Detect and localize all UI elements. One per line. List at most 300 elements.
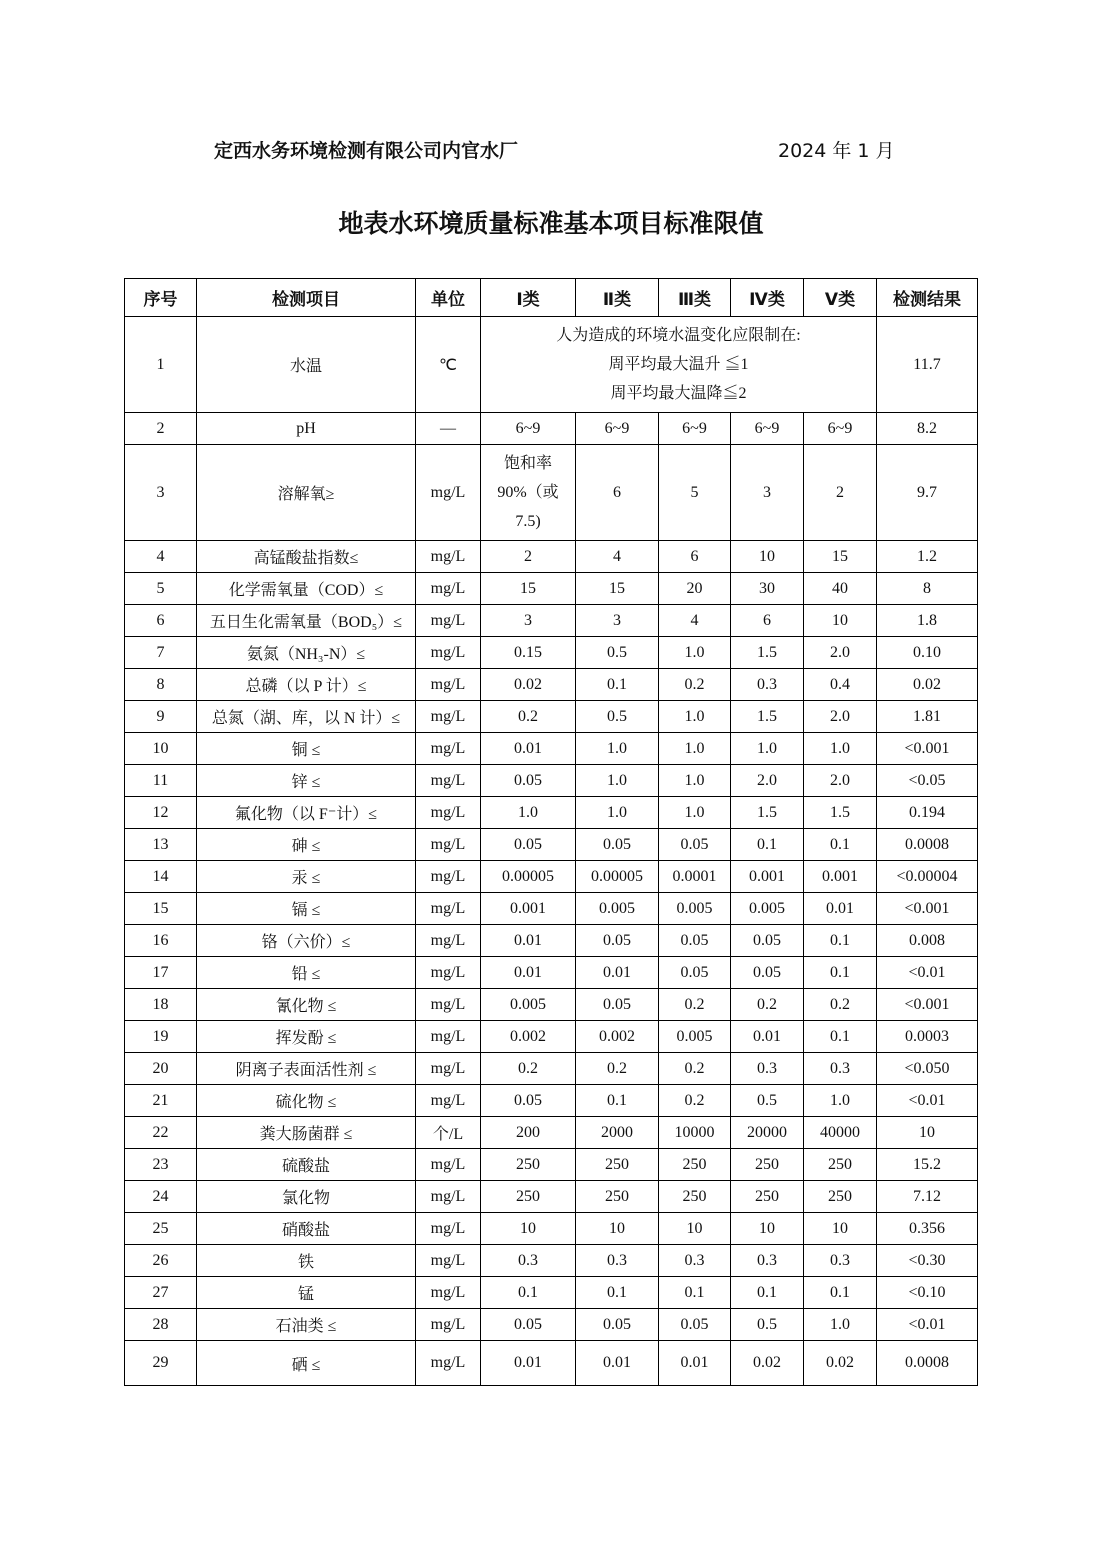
- cell-class-4: 1.0: [731, 733, 804, 765]
- cell-class-2: 250: [576, 1181, 659, 1213]
- cell-class-1: 3: [481, 605, 576, 637]
- table-row: [125, 893, 978, 925]
- cell-no: 29: [125, 1341, 197, 1386]
- cell-class-3: 6~9: [659, 413, 731, 445]
- cell-unit: mg/L: [416, 605, 481, 637]
- cell-no: 1: [125, 317, 197, 413]
- cell-item: 氨氮（NH₃-N）≤: [197, 637, 416, 669]
- cell-class-2: 3: [576, 605, 659, 637]
- cell-result: <0.01: [877, 1309, 978, 1341]
- cell-result: 0.0008: [877, 829, 978, 861]
- cell-class-3: 0.3: [659, 1245, 731, 1277]
- cell-class-4: 0.1: [731, 1277, 804, 1309]
- cell-no: 7: [125, 637, 197, 669]
- cell-item: 硝酸盐: [197, 1213, 416, 1245]
- col-header-class-1: Ⅰ类: [481, 279, 576, 317]
- cell-unit: mg/L: [416, 989, 481, 1021]
- cell-class-4: 0.05: [731, 957, 804, 989]
- cell-no: 27: [125, 1277, 197, 1309]
- cell-result: 11.7: [877, 317, 978, 413]
- cell-item: 铜 ≤: [197, 733, 416, 765]
- cell-item: 锰: [197, 1277, 416, 1309]
- table-row: [125, 445, 978, 541]
- standard-line: 饱和率: [503, 455, 552, 472]
- table-row: [125, 1149, 978, 1181]
- cell-class-1: 0.01: [481, 733, 576, 765]
- cell-class-5: 2.0: [804, 637, 877, 669]
- cell-item: 五日生化需氧量（BOD₅）≤: [197, 605, 416, 637]
- cell-result: 0.008: [877, 925, 978, 957]
- cell-class-1: 0.01: [481, 957, 576, 989]
- cell-class-2: 1.0: [576, 797, 659, 829]
- cell-class-3: 1.0: [659, 733, 731, 765]
- cell-no: 6: [125, 605, 197, 637]
- cell-unit: mg/L: [416, 1053, 481, 1085]
- document-title: 地表水环境质量标准基本项目标准限值: [338, 209, 764, 238]
- cell-class-4: 0.3: [731, 1053, 804, 1085]
- cell-class-3: 250: [659, 1149, 731, 1181]
- standard-line: 90%（或: [497, 484, 559, 501]
- standards-table: [124, 278, 978, 1386]
- cell-class-4: 30: [731, 573, 804, 605]
- cell-class-5: 0.3: [804, 1245, 877, 1277]
- cell-class-1: 0.2: [481, 701, 576, 733]
- organization-name: 定西水务环境检测有限公司内官水厂: [214, 140, 519, 162]
- table-row: [125, 1245, 978, 1277]
- cell-class-1: 0.005: [481, 989, 576, 1021]
- cell-class-3: 0.2: [659, 1085, 731, 1117]
- cell-result: 10: [877, 1117, 978, 1149]
- cell-class-5: 2: [804, 445, 877, 541]
- cell-class-3: 20: [659, 573, 731, 605]
- cell-class-4: 0.1: [731, 829, 804, 861]
- cell-class-4: 3: [731, 445, 804, 541]
- cell-unit: mg/L: [416, 445, 481, 541]
- cell-class-4: 0.2: [731, 989, 804, 1021]
- cell-class-4: 250: [731, 1149, 804, 1181]
- cell-class-3: 0.2: [659, 669, 731, 701]
- cell-unit: mg/L: [416, 669, 481, 701]
- standard-line: 周平均最大温升 ≦1: [608, 356, 749, 373]
- cell-class-4: 6~9: [731, 413, 804, 445]
- cell-class-2: 0.1: [576, 669, 659, 701]
- cell-result: 0.02: [877, 669, 978, 701]
- cell-result: 0.10: [877, 637, 978, 669]
- table-row: [125, 1341, 978, 1386]
- cell-class-1: 0.001: [481, 893, 576, 925]
- cell-class-2: 4: [576, 541, 659, 573]
- cell-unit: —: [416, 413, 481, 445]
- col-header-result: 检测结果: [877, 279, 978, 317]
- cell-class-3: 250: [659, 1181, 731, 1213]
- cell-class-5: 0.1: [804, 925, 877, 957]
- cell-unit: mg/L: [416, 1149, 481, 1181]
- cell-unit: mg/L: [416, 1085, 481, 1117]
- cell-no: 17: [125, 957, 197, 989]
- cell-result: 1.2: [877, 541, 978, 573]
- cell-class-4: 0.05: [731, 925, 804, 957]
- cell-no: 12: [125, 797, 197, 829]
- cell-item: 砷 ≤: [197, 829, 416, 861]
- cell-class-3: 0.05: [659, 829, 731, 861]
- cell-unit: mg/L: [416, 1309, 481, 1341]
- cell-class-2: 0.01: [576, 1341, 659, 1386]
- cell-class-3: 6: [659, 541, 731, 573]
- table-row: [125, 1053, 978, 1085]
- cell-class-1: 2: [481, 541, 576, 573]
- cell-class-1: 200: [481, 1117, 576, 1149]
- table-row: [125, 989, 978, 1021]
- cell-result: <0.01: [877, 1085, 978, 1117]
- cell-result: <0.050: [877, 1053, 978, 1085]
- table-row: [125, 1213, 978, 1245]
- cell-no: 19: [125, 1021, 197, 1053]
- cell-result: 15.2: [877, 1149, 978, 1181]
- cell-result: 1.81: [877, 701, 978, 733]
- cell-class-4: 10: [731, 1213, 804, 1245]
- cell-item: 挥发酚 ≤: [197, 1021, 416, 1053]
- cell-class-5: 1.0: [804, 733, 877, 765]
- cell-class-2: 0.5: [576, 701, 659, 733]
- cell-class-1: 0.00005: [481, 861, 576, 893]
- cell-class-3: 0.2: [659, 1053, 731, 1085]
- table-row: [125, 957, 978, 989]
- cell-class-5: 2.0: [804, 701, 877, 733]
- cell-class-5: 0.1: [804, 829, 877, 861]
- table-row: [125, 1021, 978, 1053]
- cell-class-1: 0.15: [481, 637, 576, 669]
- cell-no: 25: [125, 1213, 197, 1245]
- cell-result: 1.8: [877, 605, 978, 637]
- cell-result: <0.001: [877, 893, 978, 925]
- cell-class-3: 0.05: [659, 957, 731, 989]
- table-row: [125, 765, 978, 797]
- cell-temperature-standard: [481, 317, 877, 413]
- cell-class-4: 2.0: [731, 765, 804, 797]
- cell-class-1: 0.002: [481, 1021, 576, 1053]
- table-row: [125, 637, 978, 669]
- col-header-unit: 单位: [416, 279, 481, 317]
- cell-item: 锌 ≤: [197, 765, 416, 797]
- cell-class-2: 0.05: [576, 925, 659, 957]
- cell-unit: mg/L: [416, 1021, 481, 1053]
- cell-class-3: 0.2: [659, 989, 731, 1021]
- cell-item: 镉 ≤: [197, 893, 416, 925]
- cell-class-1: 0.05: [481, 765, 576, 797]
- cell-class-2: 0.05: [576, 829, 659, 861]
- table-row: [125, 1117, 978, 1149]
- cell-class-3: 0.01: [659, 1341, 731, 1386]
- cell-class-5: 15: [804, 541, 877, 573]
- cell-class-4: 0.3: [731, 669, 804, 701]
- cell-no: 22: [125, 1117, 197, 1149]
- cell-class-2: 0.1: [576, 1085, 659, 1117]
- col-header-class-5: Ⅴ类: [804, 279, 877, 317]
- cell-class-5: 40000: [804, 1117, 877, 1149]
- cell-unit: mg/L: [416, 1245, 481, 1277]
- cell-class-2: 250: [576, 1149, 659, 1181]
- cell-no: 24: [125, 1181, 197, 1213]
- cell-unit: mg/L: [416, 957, 481, 989]
- cell-class-1: 0.2: [481, 1053, 576, 1085]
- cell-class-5: 40: [804, 573, 877, 605]
- cell-class-3: 10: [659, 1213, 731, 1245]
- cell-item: 阴离子表面活性剂 ≤: [197, 1053, 416, 1085]
- standard-line: 7.5): [515, 513, 541, 530]
- cell-class-1: 250: [481, 1181, 576, 1213]
- cell-class-1: 0.05: [481, 1309, 576, 1341]
- cell-no: 4: [125, 541, 197, 573]
- cell-result: 0.0003: [877, 1021, 978, 1053]
- cell-unit: ℃: [416, 317, 481, 413]
- cell-class-2: 0.05: [576, 989, 659, 1021]
- cell-no: 18: [125, 989, 197, 1021]
- cell-result: <0.30: [877, 1245, 978, 1277]
- cell-class-5: 0.4: [804, 669, 877, 701]
- cell-class-3: 1.0: [659, 765, 731, 797]
- cell-class-5: 0.01: [804, 893, 877, 925]
- table-row: [125, 541, 978, 573]
- cell-class-4: 1.5: [731, 701, 804, 733]
- cell-no: 9: [125, 701, 197, 733]
- cell-no: 11: [125, 765, 197, 797]
- cell-class-5: 250: [804, 1149, 877, 1181]
- cell-no: 8: [125, 669, 197, 701]
- table-header-row: [125, 279, 978, 317]
- cell-item: 硫化物 ≤: [197, 1085, 416, 1117]
- table-row: [125, 797, 978, 829]
- cell-unit: mg/L: [416, 893, 481, 925]
- cell-class-3: 4: [659, 605, 731, 637]
- cell-item: 铬（六价）≤: [197, 925, 416, 957]
- cell-class-3: 5: [659, 445, 731, 541]
- table-row: [125, 1309, 978, 1341]
- cell-class-2: 6: [576, 445, 659, 541]
- cell-class-4: 0.01: [731, 1021, 804, 1053]
- cell-class-2: 2000: [576, 1117, 659, 1149]
- cell-class-2: 0.01: [576, 957, 659, 989]
- cell-item: 铁: [197, 1245, 416, 1277]
- cell-no: 28: [125, 1309, 197, 1341]
- cell-result: <0.01: [877, 957, 978, 989]
- cell-no: 21: [125, 1085, 197, 1117]
- table-row: [125, 317, 978, 413]
- cell-no: 5: [125, 573, 197, 605]
- cell-item: 高锰酸盐指数≤: [197, 541, 416, 573]
- standard-line: 周平均最大温降≦2: [610, 385, 747, 402]
- cell-item: pH: [197, 413, 416, 445]
- cell-item: 总氮（湖、库，以 N 计）≤: [197, 701, 416, 733]
- cell-class-1: 15: [481, 573, 576, 605]
- cell-no: 10: [125, 733, 197, 765]
- cell-item: 铅 ≤: [197, 957, 416, 989]
- cell-result: <0.00004: [877, 861, 978, 893]
- cell-unit: mg/L: [416, 797, 481, 829]
- cell-class-5: 0.1: [804, 957, 877, 989]
- cell-class-5: 0.3: [804, 1053, 877, 1085]
- table-row: [125, 701, 978, 733]
- cell-class-4: 0.001: [731, 861, 804, 893]
- cell-class-4: 0.005: [731, 893, 804, 925]
- cell-no: 3: [125, 445, 197, 541]
- cell-item: 氟化物（以 F⁻计）≤: [197, 797, 416, 829]
- col-header-class-2: Ⅱ类: [576, 279, 659, 317]
- cell-unit: mg/L: [416, 573, 481, 605]
- cell-unit: mg/L: [416, 637, 481, 669]
- cell-class-5: 0.1: [804, 1277, 877, 1309]
- cell-unit: mg/L: [416, 1213, 481, 1245]
- cell-class-2: 0.005: [576, 893, 659, 925]
- cell-class-1: 0.01: [481, 925, 576, 957]
- cell-result: <0.05: [877, 765, 978, 797]
- cell-class-1: 1.0: [481, 797, 576, 829]
- cell-item: 硫酸盐: [197, 1149, 416, 1181]
- cell-class-3: 0.05: [659, 925, 731, 957]
- cell-item: 粪大肠菌群 ≤: [197, 1117, 416, 1149]
- table-row: [125, 573, 978, 605]
- cell-item: 硒 ≤: [197, 1341, 416, 1386]
- cell-class-3: 0.005: [659, 1021, 731, 1053]
- cell-no: 14: [125, 861, 197, 893]
- cell-class-1: 6~9: [481, 413, 576, 445]
- cell-class-2: 15: [576, 573, 659, 605]
- cell-class-1: 0.01: [481, 1341, 576, 1386]
- cell-class-3: 1.0: [659, 797, 731, 829]
- cell-class-1: 250: [481, 1149, 576, 1181]
- cell-class-2: 0.002: [576, 1021, 659, 1053]
- table-row: [125, 669, 978, 701]
- cell-result: <0.10: [877, 1277, 978, 1309]
- cell-item: 汞 ≤: [197, 861, 416, 893]
- cell-item: 氯化物: [197, 1181, 416, 1213]
- cell-class-1: 0.1: [481, 1277, 576, 1309]
- cell-class-3: 0.05: [659, 1309, 731, 1341]
- cell-class-5: 6~9: [804, 413, 877, 445]
- cell-class-4: 20000: [731, 1117, 804, 1149]
- table-row: [125, 829, 978, 861]
- cell-unit: mg/L: [416, 829, 481, 861]
- cell-class-1: 0.3: [481, 1245, 576, 1277]
- col-header-class-3: Ⅲ类: [659, 279, 731, 317]
- cell-result: 7.12: [877, 1181, 978, 1213]
- cell-item: 化学需氧量（COD）≤: [197, 573, 416, 605]
- cell-class-5: 0.2: [804, 989, 877, 1021]
- cell-no: 13: [125, 829, 197, 861]
- cell-class-4: 10: [731, 541, 804, 573]
- cell-class-5: 0.1: [804, 1021, 877, 1053]
- cell-no: 2: [125, 413, 197, 445]
- cell-class-2: 1.0: [576, 733, 659, 765]
- table-row: [125, 1085, 978, 1117]
- cell-class-2: 0.05: [576, 1309, 659, 1341]
- cell-result: 8: [877, 573, 978, 605]
- cell-result: <0.001: [877, 733, 978, 765]
- cell-unit: mg/L: [416, 733, 481, 765]
- cell-class-3: 1.0: [659, 701, 731, 733]
- cell-unit: mg/L: [416, 1181, 481, 1213]
- cell-class-5: 10: [804, 1213, 877, 1245]
- cell-result: 8.2: [877, 413, 978, 445]
- cell-class-2: 10: [576, 1213, 659, 1245]
- cell-item: 石油类 ≤: [197, 1309, 416, 1341]
- cell-unit: 个/L: [416, 1117, 481, 1149]
- report-date: 2024 年 1 月: [778, 140, 895, 162]
- col-header-item: 检测项目: [197, 279, 416, 317]
- cell-class-1: 0.05: [481, 1085, 576, 1117]
- cell-class-5: 250: [804, 1181, 877, 1213]
- cell-unit: mg/L: [416, 1277, 481, 1309]
- cell-class-2: 0.3: [576, 1245, 659, 1277]
- cell-unit: mg/L: [416, 861, 481, 893]
- cell-result: 0.194: [877, 797, 978, 829]
- cell-class-3: 0.1: [659, 1277, 731, 1309]
- cell-class-1: 0.02: [481, 669, 576, 701]
- cell-class-2: 0.00005: [576, 861, 659, 893]
- cell-unit: mg/L: [416, 701, 481, 733]
- table-row: [125, 413, 978, 445]
- table-row: [125, 861, 978, 893]
- cell-class-4: 6: [731, 605, 804, 637]
- table-row: [125, 1181, 978, 1213]
- cell-no: 23: [125, 1149, 197, 1181]
- cell-class-4: 0.02: [731, 1341, 804, 1386]
- cell-no: 15: [125, 893, 197, 925]
- cell-class-5: 1.0: [804, 1085, 877, 1117]
- cell-class-3: 0.0001: [659, 861, 731, 893]
- cell-item: 氰化物 ≤: [197, 989, 416, 1021]
- cell-unit: mg/L: [416, 541, 481, 573]
- cell-class-2: 0.1: [576, 1277, 659, 1309]
- cell-result: <0.001: [877, 989, 978, 1021]
- cell-class-5: 0.02: [804, 1341, 877, 1386]
- cell-class-2: 6~9: [576, 413, 659, 445]
- cell-class-4: 0.5: [731, 1309, 804, 1341]
- cell-class-4: 1.5: [731, 637, 804, 669]
- cell-class-4: 250: [731, 1181, 804, 1213]
- table-row: [125, 733, 978, 765]
- cell-item: 溶解氧≥: [197, 445, 416, 541]
- cell-unit: mg/L: [416, 1341, 481, 1386]
- table-row: [125, 605, 978, 637]
- cell-item: 水温: [197, 317, 416, 413]
- cell-class-1: 10: [481, 1213, 576, 1245]
- cell-no: 16: [125, 925, 197, 957]
- cell-item: 总磷（以 P 计）≤: [197, 669, 416, 701]
- cell-class-5: 1.0: [804, 1309, 877, 1341]
- cell-class-2: 1.0: [576, 765, 659, 797]
- table-row: [125, 925, 978, 957]
- cell-result: 0.356: [877, 1213, 978, 1245]
- cell-class-1: [481, 445, 576, 541]
- cell-result: 9.7: [877, 445, 978, 541]
- cell-class-5: 2.0: [804, 765, 877, 797]
- cell-no: 20: [125, 1053, 197, 1085]
- cell-class-2: 0.2: [576, 1053, 659, 1085]
- standard-line: 人为造成的环境水温变化应限制在:: [556, 327, 801, 344]
- cell-class-5: 1.5: [804, 797, 877, 829]
- cell-class-3: 1.0: [659, 637, 731, 669]
- cell-unit: mg/L: [416, 925, 481, 957]
- cell-unit: mg/L: [416, 765, 481, 797]
- cell-class-4: 1.5: [731, 797, 804, 829]
- cell-class-4: 0.3: [731, 1245, 804, 1277]
- col-header-class-4: Ⅳ类: [731, 279, 804, 317]
- cell-class-5: 0.001: [804, 861, 877, 893]
- cell-result: 0.0008: [877, 1341, 978, 1386]
- cell-class-3: 0.005: [659, 893, 731, 925]
- cell-class-4: 0.5: [731, 1085, 804, 1117]
- table-row: [125, 1277, 978, 1309]
